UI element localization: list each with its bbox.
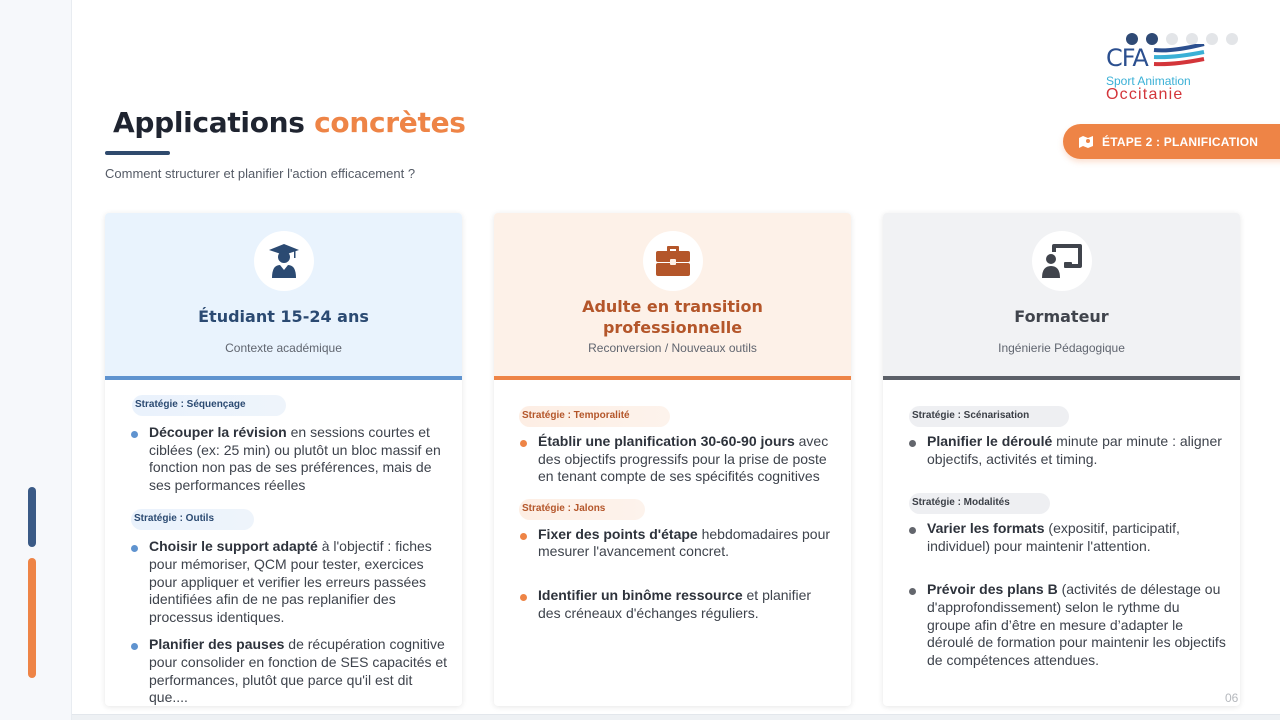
card-body [883,405,1240,669]
progress-bar-current [28,558,36,678]
progress-bar-done [28,487,36,547]
strategy-pill: Stratégie : Modalités [909,493,1050,514]
bullet-dot [909,440,916,447]
list-item: Identifier un binôme ressource et planifier des créneaux d'échanges réguliers. [518,587,837,622]
bullet-dot [520,533,527,540]
card-title: Adulte en transition professionnelle [582,297,763,337]
list-item: Découper la révision en sessions courtes et ciblées (ex: 25 min) ou plutôt un bloc massif en fonction non pas de ses préférences, mais de ses performances réelles [129,424,448,494]
strategy-pill: Stratégie : Scénarisation [909,406,1069,427]
logo-cfa: CFA [1106,44,1148,72]
list-item: Établir une planification 30-60-90 jours avec des objectifs progressifs pour la prise de poste en tenant compte de ses spécifités cognitives [518,433,837,486]
card-title: Formateur [1014,307,1109,326]
map-icon [1079,136,1093,148]
bullet-dot [909,527,916,534]
card-header [883,213,1240,380]
card-header [494,213,851,380]
progress-dot [1226,33,1238,45]
left-rail [0,0,72,720]
card-adult [494,213,851,706]
card-header [105,213,462,380]
title-underline [105,151,170,155]
card-subtitle: Contexte académique [225,341,342,355]
card-subtitle: Ingénierie Pédagogique [998,341,1125,355]
step-badge-label: ÉTAPE 2 : PLANIFICATION [1102,134,1259,149]
bullet-dot [131,545,138,552]
list-item: Planifier des pauses de récupération cognitive pour consolider en fonction de SES capacités et performances, plutôt que parce qu'il est dit que.... [129,636,448,706]
card-body [105,394,462,706]
step-badge [1063,124,1280,159]
list-item: Prévoir des plans B (activités de délestage ou d'approfondissement) selon le rythme du groupe afin d’être en mesure d’adapter le déroulé de formation pour maintenir les objectifs de compétences attendues. [907,581,1226,669]
progress-dot [1206,33,1218,45]
teacher-board-icon [1042,244,1082,278]
bullet-dot [131,431,138,438]
list-item: Varier les formats (expositif, participatif, individuel) pour maintenir l'attention. [907,520,1226,555]
icon-badge [1032,231,1092,291]
icon-badge [643,231,703,291]
card-student [105,213,462,706]
bullet-dot [520,440,527,447]
strategy-pill: Stratégie : Outils [131,509,254,530]
logo-sport: Sport Animation [1106,74,1191,88]
bullet-dot [131,643,138,650]
strategy-pill: Stratégie : Jalons [519,499,645,520]
strategy-pill: Stratégie : Séquençage [132,395,286,416]
card-body [494,405,851,622]
graduate-icon [269,244,299,278]
page-number: 06 [1225,691,1239,705]
bullet-dot [520,594,527,601]
list-item: Planifier le déroulé minute par minute : aligner objectifs, activités et timing. [907,433,1226,468]
card-title: Étudiant 15-24 ans [198,307,369,326]
logo-occitanie: Occitanie [1106,86,1184,103]
list-item: Fixer des points d'étape hebdomadaires pour mesurer l'avancement concret. [518,526,837,561]
title-accent: concrètes [314,106,466,139]
bottom-edge [72,714,1280,720]
card-trainer [883,213,1240,706]
briefcase-icon [656,246,690,276]
title-main: Applications [113,106,305,139]
card-subtitle: Reconversion / Nouveaux outils [588,341,757,355]
flag-waves-icon [1152,44,1206,70]
cfa-logo [1104,30,1244,105]
page-subtitle: Comment structurer et planifier l'action efficacement ? [105,166,416,181]
bullet-dot [909,588,916,595]
strategy-pill: Stratégie : Temporalité [519,406,670,427]
list-item: Choisir le support adapté à l'objectif : fiches pour mémoriser, QCM pour tester, exercices pour appliquer et verifier les erreurs passées identifiées afin de ne pas replanifier des processus identiques. [129,538,448,626]
icon-badge [254,231,314,291]
page-title [113,106,466,139]
